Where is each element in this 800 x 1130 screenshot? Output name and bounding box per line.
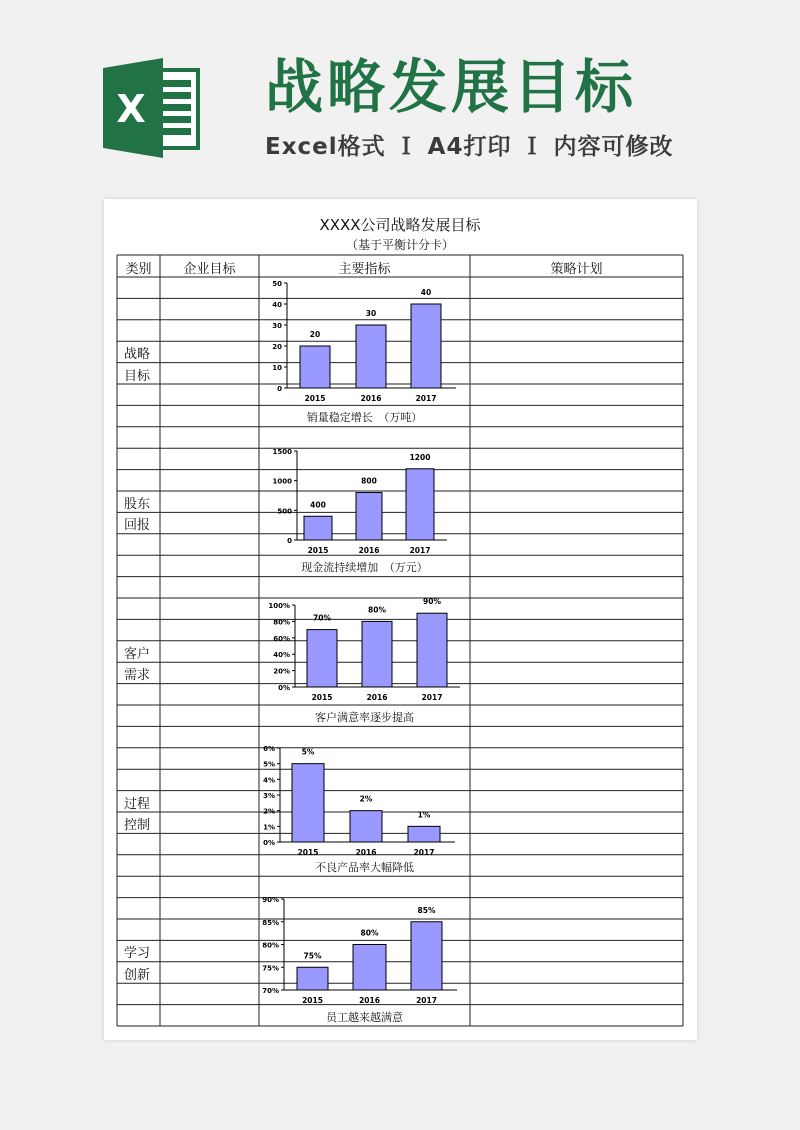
bar: [406, 469, 434, 540]
bar-chart-4: [263, 745, 455, 857]
document-title: XXXX公司战略发展目标: [319, 216, 481, 234]
y-tick-label: 0%: [263, 839, 275, 847]
chart-caption: 员工越来越满意: [326, 1010, 403, 1024]
data-label: 800: [361, 476, 377, 486]
bar-chart-1: [272, 280, 456, 403]
category-label: 回报: [124, 518, 151, 534]
category-label: 控制: [124, 818, 151, 833]
bar: [362, 621, 392, 687]
y-tick-label: 75%: [262, 964, 279, 973]
y-tick-label: 0: [287, 537, 292, 545]
y-tick-label: 40: [272, 301, 282, 309]
y-tick-label: 100%: [268, 602, 290, 610]
bar: [356, 493, 382, 540]
y-tick-label: 60%: [273, 634, 290, 643]
data-label: 400: [310, 500, 326, 510]
header-strategy: 策略计划: [550, 262, 603, 277]
category-label: 战略: [124, 347, 151, 363]
y-tick-label: 4%: [263, 776, 275, 785]
x-tick-label: 2015: [297, 848, 319, 857]
bar-chart-2: [273, 448, 447, 555]
data-label: 90%: [423, 597, 441, 607]
category-label: 股东: [124, 497, 151, 512]
x-tick-label: 2017: [413, 848, 435, 857]
y-tick-label: 1000: [272, 477, 292, 486]
y-tick-label: 500: [277, 507, 292, 516]
data-label: 80%: [368, 605, 386, 615]
banner-title: 战略发展目标: [265, 53, 638, 121]
x-tick-label: 2016: [358, 546, 380, 555]
category-label: 过程: [124, 796, 151, 812]
bar: [356, 325, 386, 388]
data-label: 30: [365, 309, 377, 318]
bar: [411, 304, 441, 388]
y-tick-label: 30: [272, 322, 282, 330]
data-label: 1%: [417, 810, 431, 820]
header-category: 类别: [125, 262, 152, 277]
bar: [353, 945, 386, 991]
data-label: 75%: [303, 951, 322, 961]
category-label: 客户: [124, 646, 151, 662]
bar: [307, 630, 337, 687]
y-tick-label: 6%: [263, 745, 275, 753]
banner-subtitle: Excel格式 Ｉ A4打印 Ｉ 内容可修改: [265, 134, 674, 160]
chart-caption: 现金流持续增加 （万元）: [301, 561, 428, 575]
y-tick-label: 5%: [263, 760, 275, 769]
y-tick-label: 1500: [272, 448, 292, 456]
bar: [411, 922, 442, 990]
y-tick-label: 90%: [262, 896, 279, 904]
category-label: 需求: [124, 668, 151, 684]
chart-caption: 客户满意率逐步提高: [315, 711, 414, 724]
y-tick-label: 10: [272, 364, 282, 372]
x-tick-label: 2015: [311, 693, 333, 702]
y-tick-label: 70%: [262, 987, 279, 995]
y-tick-label: 20: [272, 343, 282, 351]
bar: [417, 613, 447, 687]
x-tick-label: 2017: [421, 693, 443, 702]
data-label: 80%: [360, 928, 379, 938]
category-label: 创新: [124, 967, 151, 983]
bar-chart-5: [262, 896, 457, 1005]
category-label: 学习: [124, 946, 151, 962]
chart-caption: 不良产品率大幅降低: [315, 860, 414, 874]
bar: [292, 764, 324, 842]
bar: [297, 967, 328, 990]
category-label: 目标: [124, 368, 151, 384]
data-label: 5%: [301, 747, 315, 757]
data-label: 70%: [313, 613, 331, 623]
bar: [300, 346, 330, 388]
y-tick-label: 80%: [262, 941, 279, 950]
data-label: 20: [309, 330, 321, 339]
y-tick-label: 50: [272, 280, 282, 288]
x-tick-label: 2015: [307, 546, 329, 555]
x-tick-label: 2017: [416, 996, 437, 1005]
y-tick-label: 2%: [263, 807, 275, 816]
y-tick-label: 1%: [263, 823, 275, 832]
chart-caption: 销量稳定增长 （万吨）: [306, 411, 423, 425]
header-goal: 企业目标: [183, 262, 236, 277]
data-label: 2%: [359, 794, 373, 804]
y-tick-label: 40%: [273, 651, 290, 660]
x-tick-label: 2015: [302, 996, 323, 1005]
data-label: 85%: [417, 905, 436, 915]
y-tick-label: 0%: [278, 684, 290, 692]
svg-text:X: X: [116, 87, 146, 131]
x-tick-label: 2017: [409, 546, 431, 555]
x-tick-label: 2017: [415, 394, 437, 403]
bar: [304, 516, 332, 540]
bar: [408, 826, 440, 842]
y-tick-label: 3%: [263, 792, 275, 800]
y-tick-label: 80%: [273, 618, 290, 627]
bar: [350, 811, 382, 842]
data-label: 40: [420, 288, 432, 297]
x-tick-label: 2016: [355, 848, 377, 857]
document-subtitle: （基于平衡计分卡）: [345, 238, 454, 252]
x-tick-label: 2016: [359, 996, 380, 1005]
data-label: 1200: [409, 452, 431, 462]
y-tick-label: 20%: [273, 667, 290, 676]
header-indicator: 主要指标: [338, 262, 391, 277]
x-tick-label: 2016: [366, 693, 388, 702]
y-tick-label: 85%: [262, 918, 279, 927]
x-tick-label: 2016: [360, 394, 382, 403]
y-tick-label: 0: [277, 385, 282, 393]
x-tick-label: 2015: [304, 394, 326, 403]
bar-chart-3: [268, 597, 460, 702]
